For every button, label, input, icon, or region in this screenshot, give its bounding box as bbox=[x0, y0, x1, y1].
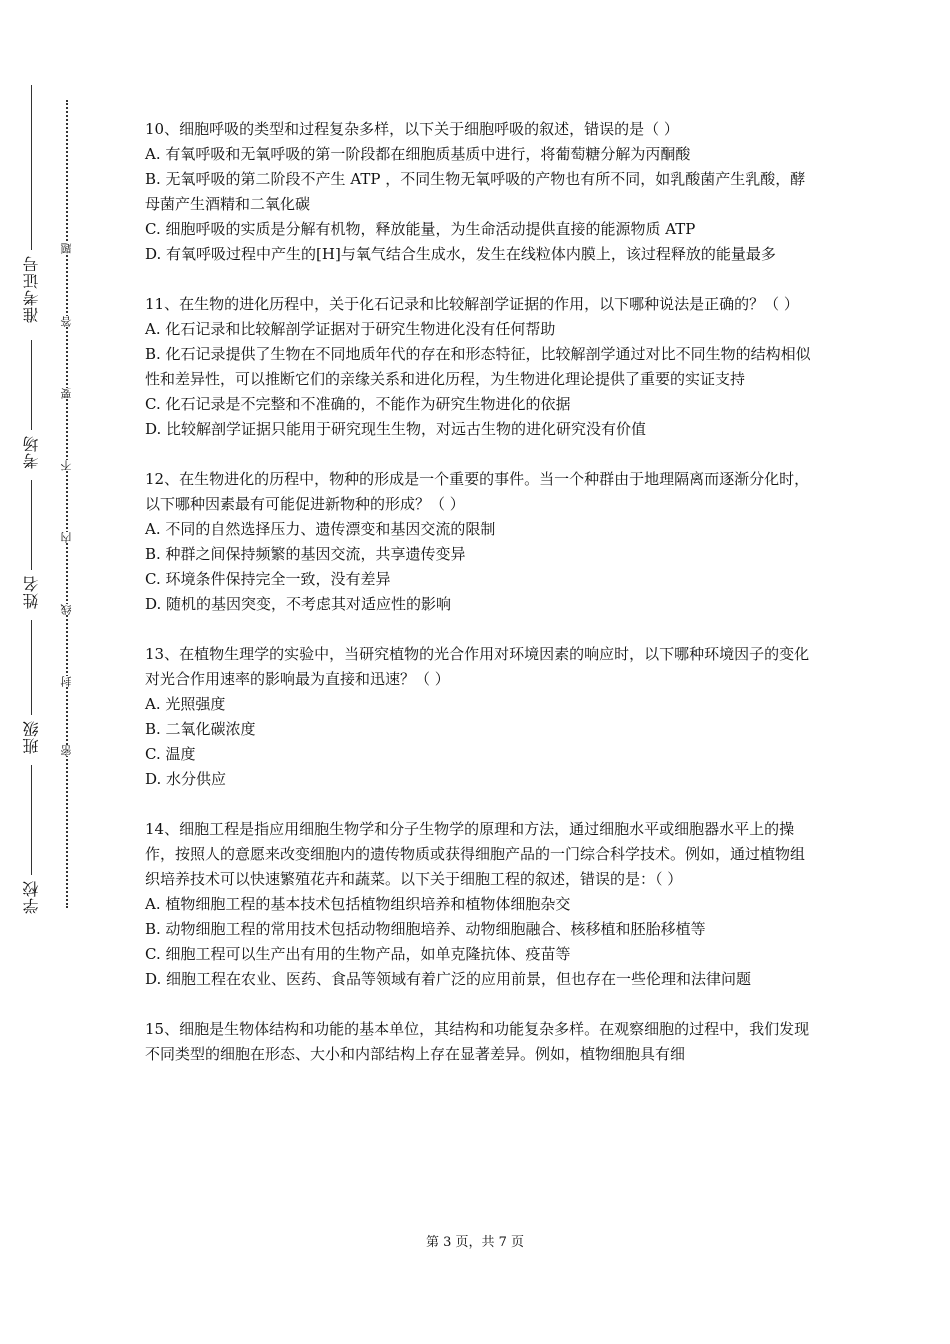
seal-char: 线 bbox=[60, 604, 73, 615]
option-a: A. 有氧呼吸和无氧呼吸的第一阶段都在细胞质基质中进行，将葡萄糖分解为丙酮酸 bbox=[145, 145, 691, 163]
seal-dotted-line bbox=[66, 100, 68, 908]
question-stem: 11、在生物的进化历程中，关于化石记录和比较解剖学证据的作用，以下哪种说法是正确的？（ ） bbox=[145, 295, 799, 313]
seal-char: 内 bbox=[60, 532, 73, 543]
option-a: A. 光照强度 bbox=[145, 695, 226, 713]
option-b: B. 化石记录提供了生物在不同地质年代的存在和形态特征，比较解剖学通过对比不同生物的结构相似性和差异性，可以推断它们的亲缘关系和进化历程，为生物进化理论提供了重要的实证支持 bbox=[145, 345, 811, 388]
seal-char: 密 bbox=[60, 745, 73, 756]
question-stem: 12、在生物进化的历程中，物种的形成是一个重要的事件。当一个种群由于地理隔离而逐渐分化时，以下哪种因素最有可能促进新物种的形成？（ ） bbox=[145, 470, 810, 513]
option-c: C. 温度 bbox=[145, 745, 196, 763]
question-13 bbox=[145, 642, 815, 792]
field-line bbox=[31, 620, 32, 715]
question-11 bbox=[145, 292, 815, 442]
option-c: C. 环境条件保持完全一致，没有差异 bbox=[145, 570, 391, 588]
option-c: C. 化石记录是不完整和不准确的，不能作为研究生物进化的依据 bbox=[145, 395, 571, 413]
option-d: D. 随机的基因突变，不考虑其对适应性的影响 bbox=[145, 595, 452, 613]
option-b: B. 二氧化碳浓度 bbox=[145, 720, 256, 738]
seal-char: 答 bbox=[60, 316, 73, 327]
field-line bbox=[31, 765, 32, 875]
option-d: D. 细胞工程在农业、医药、食品等领域有着广泛的应用前景，但也存在一些伦理和法律问题 bbox=[145, 970, 752, 988]
class-label: 班级 bbox=[22, 720, 41, 754]
option-c: C. 细胞呼吸的实质是分解有机物，释放能量，为生命活动提供直接的能源物质 ATP bbox=[145, 220, 696, 238]
field-line bbox=[31, 480, 32, 570]
option-a: A. 植物细胞工程的基本技术包括植物组织培养和植物体细胞杂交 bbox=[145, 895, 571, 913]
question-stem: 13、在植物生理学的实验中，当研究植物的光合作用对环境因素的响应时，以下哪种环境因子的变化对光合作用速率的影响最为直接和迅速？（ ） bbox=[145, 645, 810, 688]
question-stem: 15、细胞是生物体结构和功能的基本单位，其结构和功能复杂多样。在观察细胞的过程中，我们发现不同类型的细胞在形态、大小和内部结构上存在显著差异。例如，植物细胞具有细 bbox=[145, 1020, 810, 1063]
question-15 bbox=[145, 1017, 815, 1067]
exam-room-label: 考场 bbox=[22, 435, 41, 469]
option-b: B. 种群之间保持频繁的基因交流，共享遗传变异 bbox=[145, 545, 466, 563]
option-b: B. 动物细胞工程的常用技术包括动物细胞培养、动物细胞融合、核移植和胚胎移植等 bbox=[145, 920, 706, 938]
question-stem: 14、细胞工程是指应用细胞生物学和分子生物学的原理和方法，通过细胞水平或细胞器水平上的操作，按照人的意愿来改变细胞内的遗传物质或获得细胞产品的一门综合科学技术。例如，通过植物组织培养技术可以快速繁殖花卉和蔬菜。以下关于细胞工程的叙述，错误的是：（ ） bbox=[145, 820, 806, 888]
school-label: 学校 bbox=[22, 880, 41, 914]
option-a: A. 化石记录和比较解剖学证据对于研究生物进化没有任何帮助 bbox=[145, 320, 556, 338]
question-12 bbox=[145, 467, 815, 617]
question-10 bbox=[145, 117, 815, 267]
question-14 bbox=[145, 817, 815, 992]
option-d: D. 比较解剖学证据只能用于研究现生生物，对远古生物的进化研究没有价值 bbox=[145, 420, 647, 438]
seal-char: 要 bbox=[60, 388, 73, 399]
option-b: B. 无氧呼吸的第二阶段不产生 ATP ，不同生物无氧呼吸的产物也有所不同，如乳酸菌产生乳酸，酵母菌产生酒精和二氧化碳 bbox=[145, 170, 806, 213]
question-content bbox=[145, 117, 815, 1092]
option-d: D. 水分供应 bbox=[145, 770, 227, 788]
question-stem: 10、细胞呼吸的类型和过程复杂多样，以下关于细胞呼吸的叙述，错误的是（ ） bbox=[145, 120, 679, 138]
name-label: 姓名 bbox=[22, 575, 41, 609]
field-line bbox=[31, 85, 32, 250]
page-number: 第 3 页，共 7 页 bbox=[425, 1235, 525, 1250]
option-a: A. 不同的自然选择压力、遗传漂变和基因交流的限制 bbox=[145, 520, 496, 538]
seal-char: 题 bbox=[60, 243, 73, 254]
option-c: C. 细胞工程可以生产出有用的生物产品，如单克隆抗体、疫苗等 bbox=[145, 945, 571, 963]
exam-number-label: 准考证号 bbox=[22, 255, 41, 323]
field-line bbox=[31, 340, 32, 430]
seal-char: 封 bbox=[60, 676, 73, 687]
option-d: D. 有氧呼吸过程中产生的[H]与氧气结合生成水，发生在线粒体内膜上，该过程释放的能量最多 bbox=[145, 245, 776, 263]
seal-char: 不 bbox=[60, 460, 73, 471]
